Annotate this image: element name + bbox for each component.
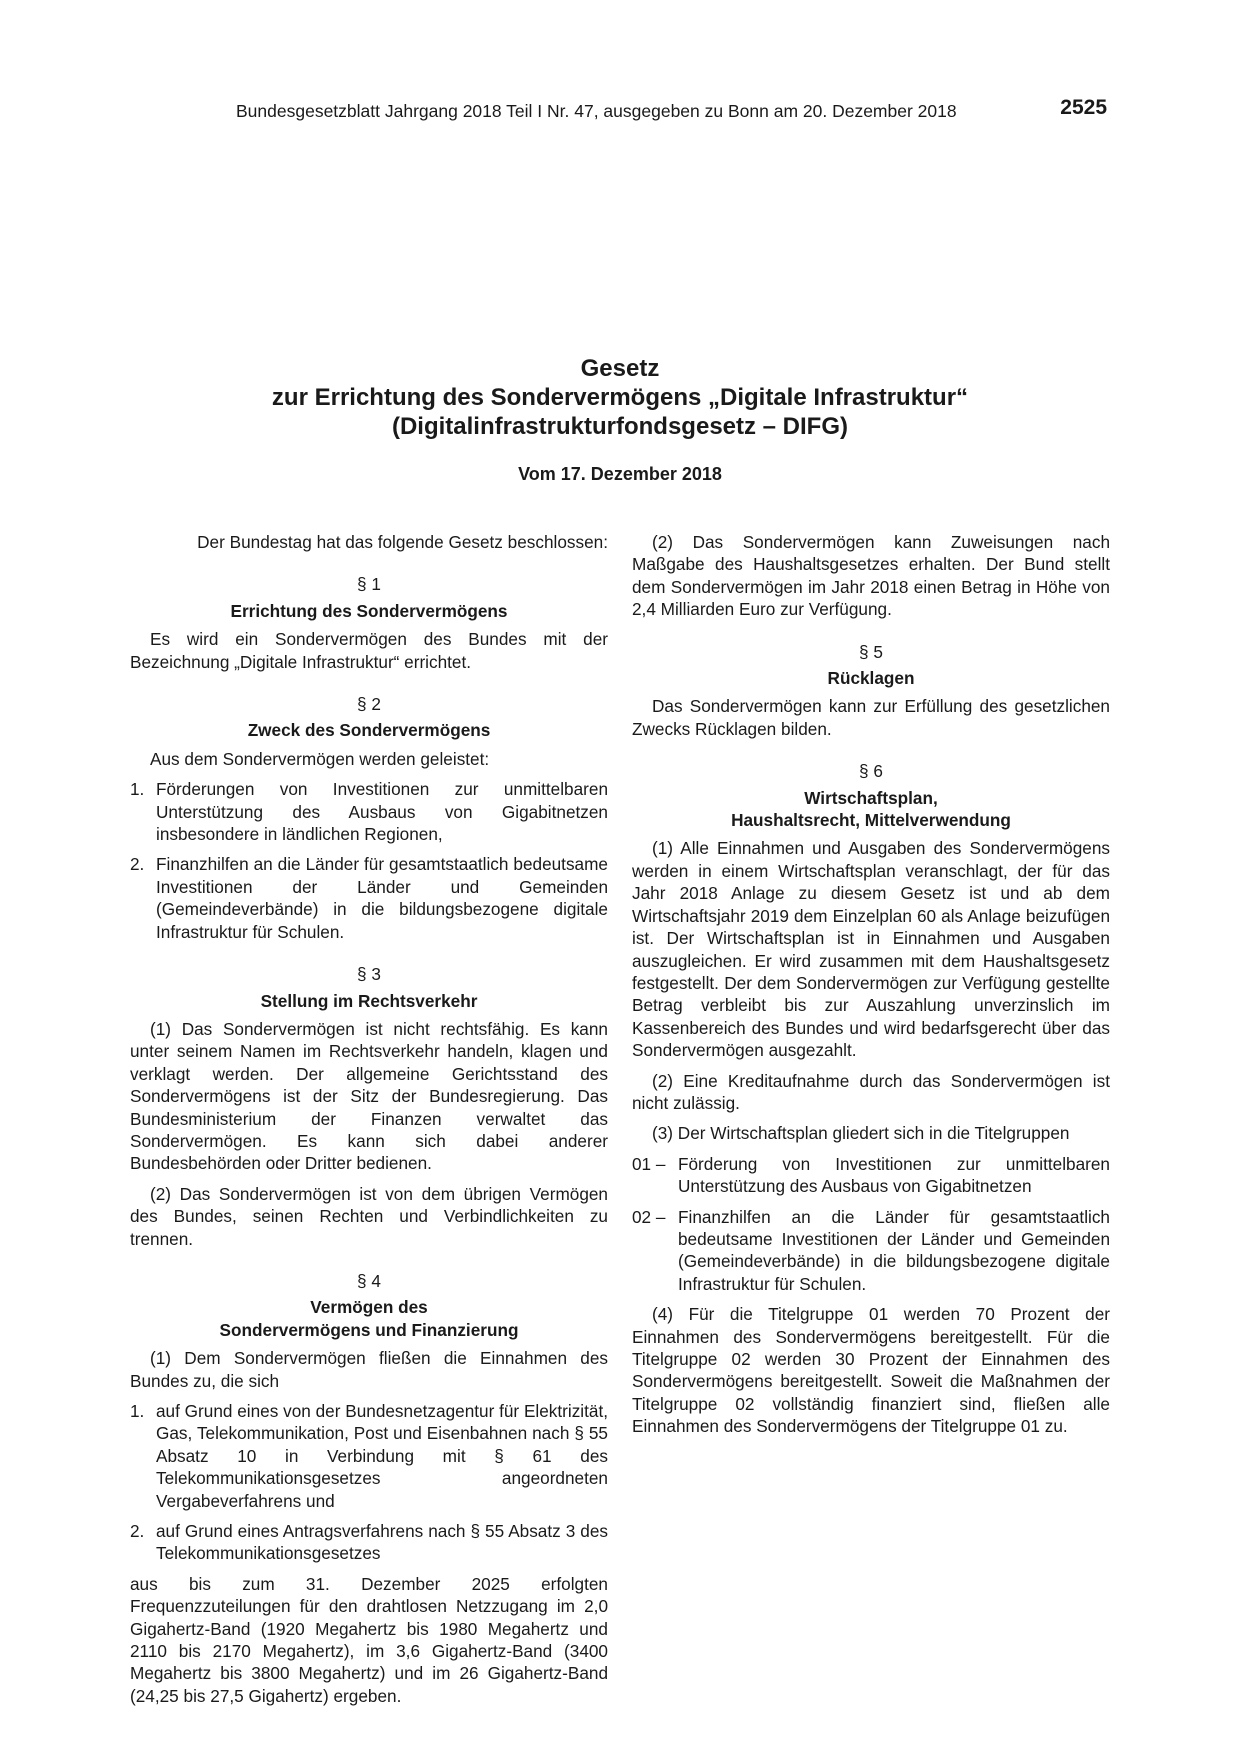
section-4-heading-line-2: Sondervermögens und Finanzierung bbox=[219, 1319, 519, 1340]
section-6-paragraph-3: (3) Der Wirtschaftsplan gliedert sich in die Titelgruppen bbox=[652, 1123, 1070, 1144]
section-6-heading-line-1: Wirtschaftsplan, bbox=[804, 787, 938, 808]
section-6-paragraph-2: (2) Eine Kreditaufnahme durch das Sondervermögen ist nicht zulässig. bbox=[632, 1070, 1110, 1113]
section-4-heading bbox=[130, 1296, 608, 1341]
list-text: Finanzhilfen an die Länder für gesamtstaatlich bedeutsame Investitionen der Länder und Gemeinden (Gemeindeverbände) in die bildungsbezogene digitale Infrastruktur für Schulen. bbox=[156, 854, 608, 942]
list-text: Förderungen von Investitionen zur unmittelbaren Unterstützung des Ausbaus von Gigabitnetzen insbesondere in ländlichen Regionen, bbox=[156, 779, 608, 845]
section-4-paragraph-1: (1) Dem Sondervermögen fließen die Einnahmen des Bundes zu, die sich bbox=[130, 1348, 608, 1391]
list-item bbox=[632, 1206, 1110, 1296]
law-title: zur Errichtung des Sondervermögens „Digitale Infrastruktur“ bbox=[271, 384, 969, 411]
list-number: 2. bbox=[130, 854, 145, 875]
section-6-paragraph-4: (4) Für die Titelgruppe 01 werden 70 Prozent der Einnahmen des Sondervermögens bereitgestellt. Für die Titelgruppe 02 werden 30 Prozent der Einnahmen des Sondervermögens bereitgestellt. Soweit die Maßnahmen der Titelgruppe 02 vollständig finanziert sind, fließen alle Einnahmen des Sondervermögens der Titelgruppe 01 zu. bbox=[632, 1304, 1110, 1437]
law-short-title: (Digitalinfrastrukturfondsgesetz – DIFG) bbox=[391, 413, 849, 440]
section-3-sign: § 3 bbox=[357, 964, 381, 985]
section-6-sign: § 6 bbox=[859, 761, 883, 782]
section-4-tail: aus bis zum 31. Dezember 2025 erfolgten Frequenzzuteilungen für den drahtlosen Netzzugang im 2,0 Gigahertz-Band (1920 Megahertz bis 1980 Megahertz und 2110 bis 2170 Megahertz), im 3,6 Gigahertz-Band (3400 Megahertz bis 3800 Megahertz) und im 26 Gigahertz-Band (24,25 bis 27,5 Gigahertz) ergeben. bbox=[130, 1573, 608, 1706]
list-item bbox=[632, 1153, 1110, 1198]
section-3-paragraph-2: (2) Das Sondervermögen ist von dem übrigen Vermögen des Bundes, seinen Rechten und Verbindlichkeiten zu trennen. bbox=[130, 1183, 608, 1249]
section-4-sign: § 4 bbox=[357, 1270, 381, 1291]
section-1-text: Es wird ein Sondervermögen des Bundes mit der Bezeichnung „Digitale Infrastruktur“ errichtet. bbox=[130, 629, 608, 672]
list-text: auf Grund eines Antragsverfahrens nach § 55 Absatz 3 des Telekommunikationsgesetzes bbox=[156, 1521, 608, 1564]
list-item bbox=[130, 778, 608, 845]
section-2-list bbox=[130, 778, 608, 943]
law-date: Vom 17. Dezember 2018 bbox=[518, 464, 722, 484]
law-title-type: Gesetz bbox=[580, 355, 660, 382]
list-number: 1. bbox=[130, 1401, 145, 1421]
section-3-paragraph-1: (1) Das Sondervermögen ist nicht rechtsfähig. Es kann unter seinem Namen im Rechtsverkehr handeln, klagen und verklagt werden. Der allgemeine Gerichtsstand des Sondervermögens ist der Sitz der Bundesregierung. Das Bundesministerium der Finanzen verwaltet das Sondervermögen. Es kann sich dabei anderer Bundesbehörden oder Dritter bedienen. bbox=[130, 1018, 608, 1174]
list-number: 02 – bbox=[632, 1206, 666, 1227]
right-column bbox=[632, 531, 1110, 1446]
list-text: auf Grund eines von der Bundesnetzagentur für Elektrizität, Gas, Telekommunikation, Post und Eisenbahnen nach § 55 Absatz 10 in Verbindung mit § 61 des Telekommunikationsgesetzes angeordneten Vergabeverfahrens und bbox=[156, 1401, 608, 1511]
page-number: 2525 bbox=[1060, 96, 1107, 119]
running-head-text: Bundesgesetzblatt Jahrgang 2018 Teil I Nr. 47, ausgegeben zu Bonn am 20. Dezember 2018 bbox=[236, 101, 957, 121]
list-item bbox=[130, 853, 608, 943]
section-1-heading: Errichtung des Sondervermögens bbox=[230, 600, 508, 621]
section-3-heading: Stellung im Rechtsverkehr bbox=[260, 990, 478, 1011]
section-2-heading: Zweck des Sondervermögens bbox=[247, 720, 491, 741]
list-text: Förderung von Investitionen zur unmittelbaren Unterstützung des Ausbaus von Gigabitnetzen bbox=[678, 1153, 1110, 1197]
section-5-sign: § 5 bbox=[859, 641, 883, 662]
list-number: 2. bbox=[130, 1521, 145, 1542]
section-2-sign: § 2 bbox=[357, 694, 381, 715]
section-6-heading bbox=[632, 787, 1110, 832]
list-number: 01 – bbox=[632, 1153, 666, 1174]
title-block bbox=[130, 354, 1110, 485]
section-4-paragraph-2: (2) Das Sondervermögen kann Zuweisungen nach Maßgabe des Haushaltsgesetzes erhalten. Der Bund stellt dem Sondervermögen im Jahr 2018 einen Betrag in Höhe von 2,4 Milliarden Euro zur Verfügung. bbox=[632, 532, 1110, 620]
section-5-text: Das Sondervermögen kann zur Erfüllung des gesetzlichen Zwecks Rücklagen bilden. bbox=[632, 696, 1110, 739]
section-6-heading-line-2: Haushaltsrecht, Mittelverwendung bbox=[731, 810, 1011, 831]
list-item bbox=[130, 1400, 608, 1512]
section-4-heading-line-1: Vermögen des bbox=[310, 1297, 428, 1318]
section-1-sign: § 1 bbox=[357, 574, 381, 595]
left-column bbox=[130, 531, 608, 1715]
enactment-clause: Der Bundestag hat das folgende Gesetz beschlossen: bbox=[197, 532, 608, 552]
section-6-paragraph-1: (1) Alle Einnahmen und Ausgaben des Sondervermögens werden in einem Wirtschaftsplan veranschlagt, der für das Jahr 2018 Anlage zu diesem Gesetz ist und ab dem Wirtschaftsjahr 2019 dem Einzelplan 60 als Anlage beizufügen ist. Der Wirtschaftsplan ist in Einnahmen und Ausgaben auszugleichen. Er wird zusammen mit dem Haushaltsgesetz festgestellt. Der dem Sondervermögen zur Verfügung gestellte Betrag verbleibt bis zur Auszahlung unverzinslich im Kassenbereich des Bundes und wird bedarfsgerecht über das Sondervermögen ausgezahlt. bbox=[632, 838, 1110, 1061]
list-item bbox=[130, 1520, 608, 1565]
section-5-heading: Rücklagen bbox=[827, 668, 915, 689]
section-6-titelgruppen-list bbox=[632, 1153, 1110, 1295]
list-text: Finanzhilfen an die Länder für gesamtstaatlich bedeutsame Investitionen der Länder und Gemeinden (Gemeindeverbände) in die bildungsbezogene digitale Infrastruktur für Schulen. bbox=[678, 1206, 1110, 1294]
section-4-list bbox=[130, 1400, 608, 1565]
list-number: 1. bbox=[130, 779, 145, 800]
section-2-lead: Aus dem Sondervermögen werden geleistet: bbox=[150, 748, 490, 769]
